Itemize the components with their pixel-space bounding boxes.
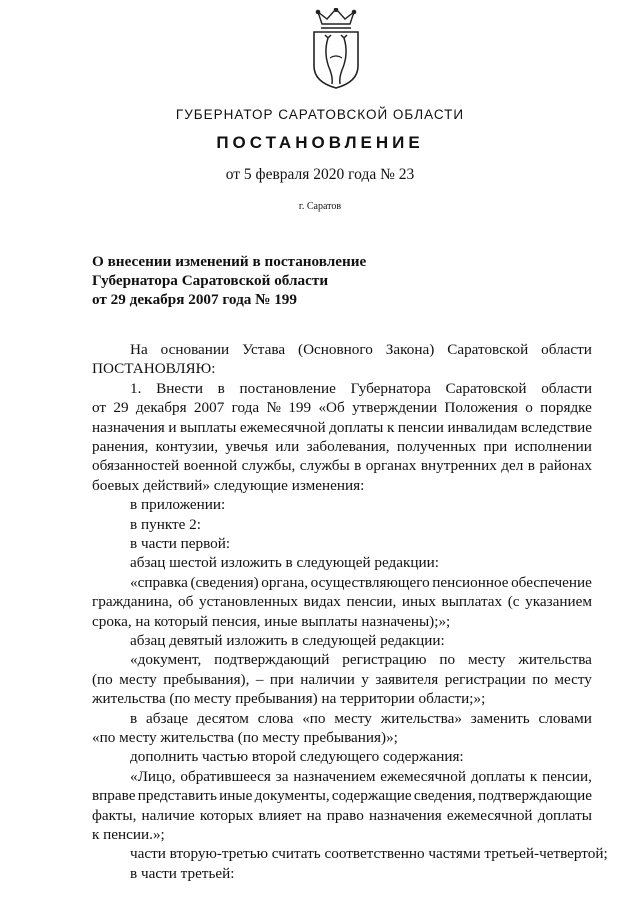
body-text-line: жительства (по месту пребывания) на территории области;»; [92,690,486,708]
body-text-line: дополнить частью второй следующего содержания: [130,748,464,766]
body-text-line: в пункте 2: [130,515,201,533]
body-text-line: абзац шестой изложить в следующей редакции: [130,554,439,572]
body-text-line: 1. Внести в постановление Губернатора Саратовской области [130,379,592,397]
coat-of-arms-emblem [308,8,364,90]
body-text-line: «справка (сведения) органа, осуществляющего пенсионное обеспечение [130,573,592,591]
body-text-line: ПОСТАНОВЛЯЮ: [92,360,216,378]
body-text-line: факты, наличие которых влияет на право назначения ежемесячной доплаты [92,806,592,824]
subject-line: от 29 декабря 2007 года № 199 [92,291,297,308]
body-text-line: ранения, контузии, увечья или заболевания, полученных при исполнении [92,438,592,456]
body-text-line: «документ, подтверждающий регистрацию по месту жительства [130,651,592,669]
body-text-line: части вторую-третью считать соответственно частями третьей-четвертой; [130,845,608,863]
body-text-line: в части третьей: [130,864,235,882]
body-text-line: обязанностей военной службы, службы в органах внутренних дел в районах [92,457,592,475]
body-text-line: к пенсии.»; [92,825,165,843]
body-text-line: абзац девятый изложить в следующей редакции: [130,631,445,649]
document-date-number: от 5 февраля 2020 года № 23 [225,166,415,183]
body-text-line: в абзаце десятом слова «по месту жительства» заменить словами [130,709,592,727]
body-text-line: «Лицо, обратившееся за назначением ежемесячной доплаты к пенсии, [130,767,592,785]
document-subject [92,252,512,309]
document-type-title: ПОСТАНОВЛЕНИЕ [216,133,424,152]
subject-line: Губернатора Саратовской области [92,272,329,289]
body-text-line: от 29 декабря 2007 года № 199 «Об утверждении Положения о порядке [92,399,592,417]
body-text-line: в приложении: [130,496,226,514]
body-text-line: срока, на который пенсия, иные выплаты назначены);»; [92,612,451,630]
body-text-line: в части первой: [130,535,231,552]
body-text-line: гражданина, об установленных видах пенсии, иных выплатах (с указанием [92,593,592,611]
body-text-line: (по месту пребывания), – при наличии у заявителя регистрации по месту [92,670,592,688]
body-text-line: «по месту жительства (по месту пребывания)»; [92,728,398,746]
body-text-line: вправе представить иные документы, содержащие сведения, подтверждающие [92,787,592,805]
issue-city: г. Саратов [298,201,342,212]
body-text-line: На основании Устава (Основного Закона) Саратовской области [130,341,592,358]
subject-line: О внесении изменений в постановление [92,253,367,270]
body-text-line: назначения и выплаты ежемесячной доплаты к пенсии инвалидам вследствие [92,418,592,436]
issuing-authority: ГУБЕРНАТОР САРАТОВСКОЙ ОБЛАСТИ [175,107,465,122]
body-text-line: боевых действий» следующие изменения: [92,476,365,494]
document-body [92,340,608,883]
